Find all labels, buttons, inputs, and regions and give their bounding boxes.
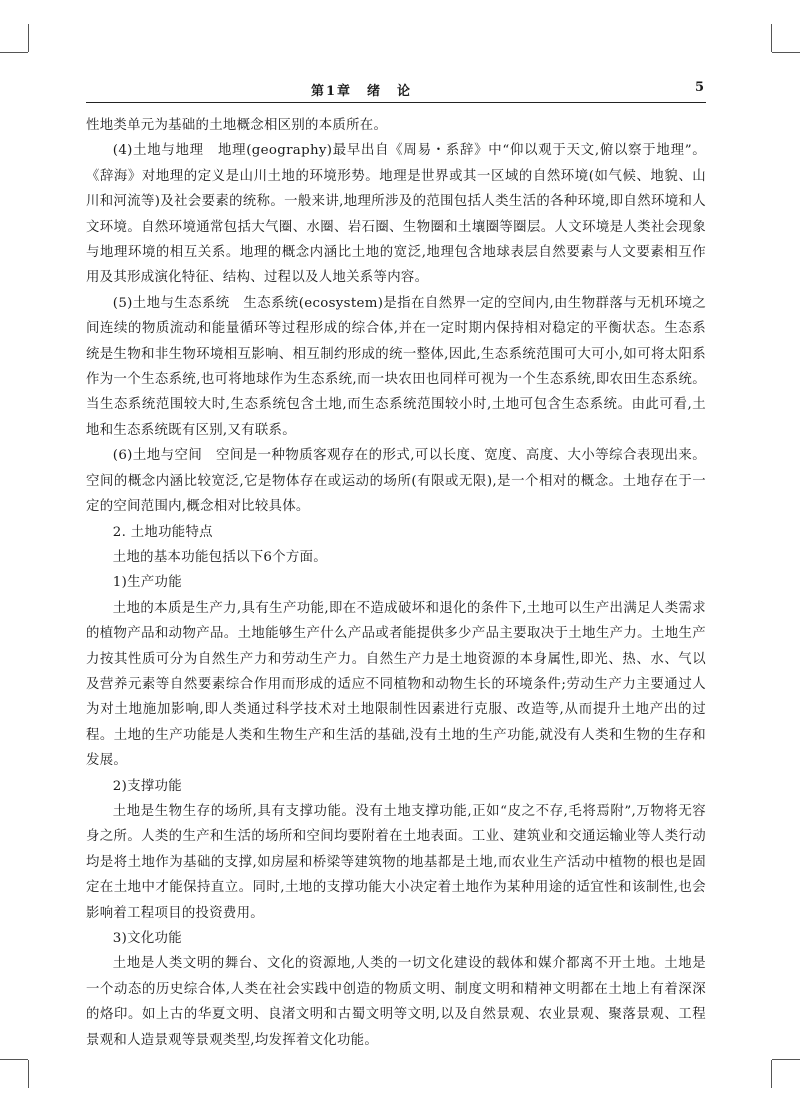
subheading-cultural-function: 3)文化功能 — [112, 931, 182, 946]
crop-mark — [771, 24, 772, 52]
paragraph-production-function: 土地的本质是生产力,具有生产功能,即在不造成破坏和退化的条件下,土地可以生产出满足人类需求的植物产品和动物产品。土地能够生产什么产品或者能提供多少产品主要取决于土地生产力。土地生产力按其性质可分为自然生产力和劳动生产力。自然生产力是土地资源的本身属性,即光、热、水、气以及营养元素等自然要素综合作用而形成的适应不同植物和动物生长的环境条件;劳动生产力主要通过人为对土地施加影响,即人类通过科学技术对土地限制性因素进行克服、改造等,从而提升土地产出的过程。土地的生产功能是人类和生物生产和生活的基础,没有土地的生产功能,就没有人类和生物的生存和发展。 — [86, 600, 706, 769]
paragraph-support-function: 土地是生物生存的场所,具有支撑功能。没有土地支撑功能,正如“皮之不存,毛将焉附”,万物将无容身之所。人类的生产和生活的场所和空间均要附着在土地表面。工业、建筑业和交通运输业等人类行动均是将土地作为基础的支撑,如房屋和桥梁等建筑物的地基都是土地,而农业生产活动中植物的根也是固定在土地中才能保持直立。同时,土地的支撑功能大小决定着土地作为某种用途的适宜性和该制性,也会影响着工程项目的投资费用。 — [86, 803, 706, 921]
crop-mark — [0, 52, 28, 53]
paragraph-functions-intro: 土地的基本功能包括以下6个方面。 — [112, 549, 327, 565]
book-page — [86, 78, 706, 1053]
subheading-production-function: 1)生产功能 — [112, 575, 182, 591]
chapter-title: 第1章 绪 论 — [311, 84, 413, 99]
paragraph-land-geography: (4)土地与地理 地理(geography)最早出自《周易・系辞》中“仰以观于天文,俯以察于地理”。《辞海》对地理的定义是山川土地的环境形势。地理是世界或其一区域的自然环境(如气候、地貌、山川和河流等)及社会要素的统称。一般来讲,地理所涉及的范围包括人类生活的各种环境,即自然环境和人文环境。自然环境通常包括大气圈、水圈、岩石圈、生物圈和土壤圈等圈层。人文环境是人类社会现象与地理环境的相互关系。地理的概念内涵比土地的宽泛,地理包含地球表层自然要素与人文要素相互作用及其形成演化特征、结构、过程以及人地关系等内容。 — [86, 143, 706, 286]
page-number: 5 — [694, 80, 704, 95]
paragraph-land-ecosystem: (5)土地与生态系统 生态系统(ecosystem)是指在自然界一定的空间内,由生物群落与无机环境之间连续的物质流动和能量循环等过程形成的综合体,并在一定时期内保持相对稳定的平衡状态。生态系统是生物和非生物环境相互影响、相互制约形成的统一整体,因此,生态系统范围可大可小,如可将太阳系作为一个生态系统,也可将地球作为生态系统,而一块农田也同样可视为一个生态系统,即农田生态系统。当生态系统范围较大时,生态系统包含土地,而生态系统范围较小时,土地可包含生态系统。由此可看,土地和生态系统既有区别,又有联系。 — [86, 295, 706, 438]
paragraph-continuation: 性地类单元为基础的土地概念相区别的本质所在。 — [86, 118, 388, 133]
subheading-support-function: 2)支撑功能 — [112, 778, 182, 794]
crop-mark — [28, 1060, 29, 1088]
crop-mark — [772, 1059, 800, 1060]
crop-mark — [771, 1060, 772, 1088]
paragraph-land-space: (6)土地与空间 空间是一种物质客观存在的形式,可以长度、宽度、高度、大小等综合表现出来。空间的概念内涵比较宽泛,它是物体存在或运动的场所(有限或无限),是一个相对的概念。土地存在于一定的空间范围内,概念相对比较具体。 — [86, 448, 706, 515]
paragraph-cultural-function: 土地是人类文明的舞台、文化的资源地,人类的一切文化建设的载体和媒介都离不开土地。土地是一个动态的历史综合体,人类在社会实践中创造的物质文明、制度文明和精神文明都在土地上有着深深的烙印。如上古的华夏文明、良渚文明和古蜀文明等文明,以及自然景观、农业景观、聚落景观、工程景观和人造景观等景观类型,均发挥着文化功能。 — [86, 956, 706, 1048]
running-header — [86, 78, 706, 103]
section-heading-land-functions: 2. 土地功能特点 — [112, 524, 213, 540]
crop-mark — [772, 52, 800, 53]
crop-mark — [28, 24, 29, 52]
crop-mark — [0, 1059, 28, 1060]
body-text — [86, 113, 706, 1053]
